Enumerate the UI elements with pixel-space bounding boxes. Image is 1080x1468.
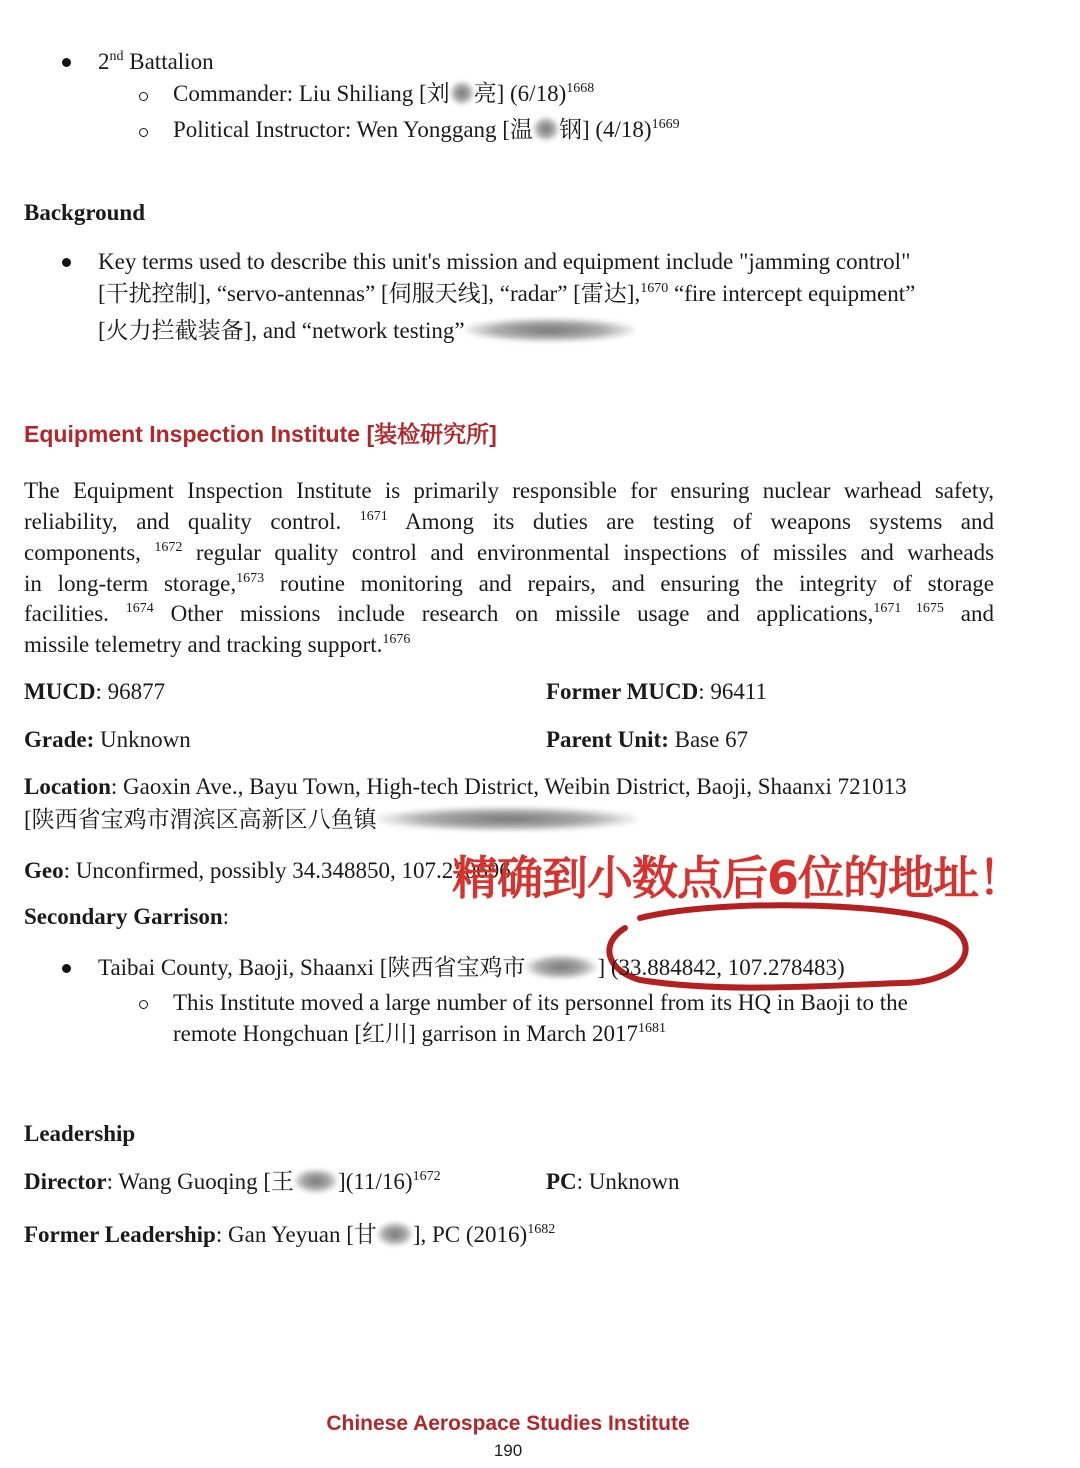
battalion-num: 2 (98, 49, 110, 74)
footer-org: Chinese Aerospace Studies Institute (326, 1412, 690, 1435)
redaction-blur (450, 81, 474, 105)
sub-bullet (139, 1000, 148, 1009)
background-heading: Background (24, 200, 146, 225)
para-line: in long-term storage,$^{1673}$ routine monitoring and repairs, and ensuring the integrity of storage (24, 571, 994, 596)
footnote-ref: 1670 (640, 281, 669, 296)
page-number: 190 (493, 1441, 523, 1460)
commander-text: Commander: Liu Shiliang [刘 (173, 81, 450, 106)
garrison-line: Taibai County, Baoji, Shaanxi [陕西省宝鸡市 ] (33.884842, 107.278483) (98, 955, 845, 980)
moved-line-2: remote Hongchuan [红川] garrison in March $2017^{1681}$ (173, 1021, 666, 1046)
battalion-title (98, 48, 214, 76)
background-text: [干扰控制], “servo-antennas” [伺服天线], “radar” [雷达], (98, 281, 641, 306)
footnote-ref: 1668 (566, 81, 595, 96)
background-text: [火力拦截装备], and “network testing” (98, 318, 465, 343)
bullet (62, 258, 71, 267)
director-field: Director: Wang Guoqing [王 ]$(11/16)^{1672}$ (24, 1169, 441, 1194)
annotation-text: 精确到小数点后6位的地址！ (452, 851, 1024, 905)
commander-text-end: 亮] (6/18) (473, 81, 567, 106)
battalion-label: Battalion (123, 49, 214, 74)
footnote-ref: 1669 (651, 117, 680, 132)
para-line: The Equipment Inspection Institute is primarily responsible for ensuring nuclear warhead safety, (24, 478, 994, 503)
grade-field: Grade: Unknown (24, 727, 191, 752)
instructor-line (173, 116, 680, 144)
parent-unit-field: Parent Unit: Base 67 (546, 727, 749, 752)
background-line-2 (98, 280, 915, 308)
moved-line-1: This Institute moved a large number of its personnel from its HQ in Baoji to the (173, 990, 908, 1015)
commander-line (173, 80, 594, 108)
battalion-sup: nd (109, 49, 124, 64)
sub-bullet (139, 128, 148, 137)
leadership-heading: Leadership (24, 1121, 136, 1146)
para-line: missile telemetry and tracking support.$^{1676}$ (24, 632, 411, 657)
redaction-blur (533, 117, 559, 141)
redaction-blur (294, 1169, 338, 1193)
instructor-text-end: 钢] (4/18) (558, 117, 652, 142)
pc-field: PC: Unknown (546, 1169, 680, 1194)
location-field: Location: Gaoxin Ave., Bayu Town, High-tech District, Weibin District, Baoji, Shaanxi 721013 (24, 774, 907, 799)
redaction-blur (465, 318, 635, 342)
bullet (62, 58, 71, 67)
background-text: “fire intercept equipment” (668, 281, 916, 306)
annotation-circle (600, 898, 980, 998)
secondary-garrison-heading: Secondary Garrison: (24, 904, 230, 929)
former-mucd-field: Former MUCD: 96411 (546, 679, 768, 704)
background-line-1: Key terms used to describe this unit's mission and equipment include "jamming control" (98, 249, 911, 274)
redaction-blur (377, 1222, 413, 1246)
geo-field: Geo: Unconfirmed, possibly 34.348850, 107.270696 (24, 858, 511, 883)
location-cn: [陕西省宝鸡市渭滨区高新区八鱼镇 (24, 806, 637, 834)
para-line: components, $^{1672}$ regular quality control and environmental inspections of missiles and warheads (24, 540, 995, 565)
bullet (62, 964, 71, 973)
section-title: Equipment Inspection Institute [装检研究所] (24, 421, 497, 447)
former-leadership-field: Former Leadership: Gan Yeyuan [甘 ], PC $(2016)^{1682}$ (24, 1222, 556, 1247)
redaction-blur (525, 955, 597, 979)
mucd-field: MUCD: 96877 (24, 679, 166, 704)
background-line-3 (98, 317, 635, 345)
instructor-text: Political Instructor: Wen Yonggang [温 (173, 117, 533, 142)
para-line: facilities. $^{1674}$ Other missions include research on missile usage and applications,$^{1671 1675}$ and (24, 601, 995, 626)
para-line: reliability, and quality control. $^{1671}$ Among its duties are testing of weapons systems and (24, 509, 995, 534)
redaction-blur (377, 807, 637, 831)
sub-bullet (139, 92, 148, 101)
